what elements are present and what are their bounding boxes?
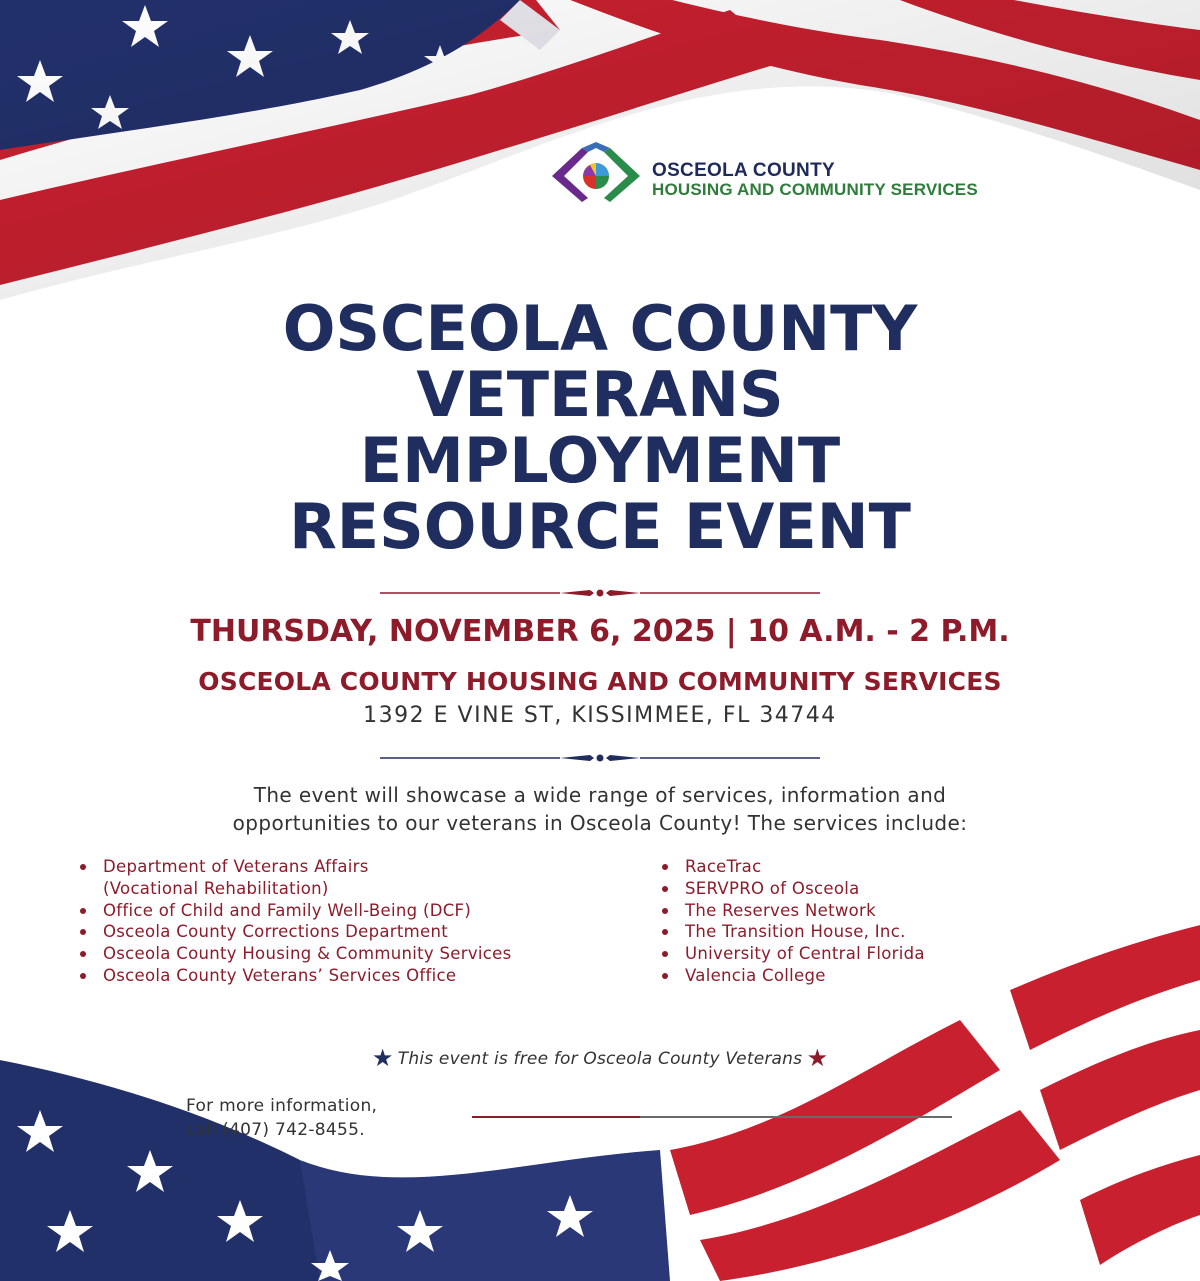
contact-info <box>186 1094 377 1142</box>
list-item <box>658 900 925 922</box>
contact-phone: call (407) 742-8455. <box>186 1120 365 1140</box>
intro-line-2: opportunities to our veterans in Osceola County! The services include: <box>232 811 968 835</box>
service-label: The Reserves Network <box>685 900 876 920</box>
list-item <box>76 965 512 987</box>
ornament-divider-top <box>380 586 820 600</box>
list-item <box>658 943 925 965</box>
service-label: Valencia College <box>685 965 826 985</box>
list-item <box>658 856 925 878</box>
signature-line <box>472 1116 952 1118</box>
list-item <box>658 878 925 900</box>
title-line-4: RESOURCE EVENT <box>289 490 911 563</box>
bullet-icon <box>662 929 668 935</box>
service-label: Department of Veterans Affairs <box>103 857 369 876</box>
service-label: The Transition House, Inc. <box>685 922 906 942</box>
event-date-time: THURSDAY, NOVEMBER 6, 2025 | 10 A.M. - 2 P.M. <box>190 614 1010 649</box>
list-item <box>76 900 512 922</box>
event-venue: OSCEOLA COUNTY HOUSING AND COMMUNITY SERVICES <box>198 667 1002 696</box>
bullet-icon <box>80 908 86 914</box>
service-label: Osceola County Corrections Department <box>103 922 448 942</box>
logo-department-name: HOUSING AND COMMUNITY SERVICES <box>652 180 978 199</box>
services-list-right <box>658 856 925 987</box>
intro-line-1: The event will showcase a wide range of services, information and <box>253 783 947 807</box>
bullet-icon <box>662 864 668 870</box>
title-line-2: VETERANS <box>416 358 784 431</box>
bullet-icon <box>80 929 86 935</box>
logo-org-name: OSCEOLA COUNTY <box>652 160 835 181</box>
bullet-icon <box>80 864 86 870</box>
bullet-icon <box>80 973 86 979</box>
title-line-1: OSCEOLA COUNTY <box>282 292 918 365</box>
bullet-icon <box>662 908 668 914</box>
contact-line-1: For more information, <box>186 1096 378 1116</box>
title-line-3: EMPLOYMENT <box>359 424 841 497</box>
list-item <box>76 856 512 900</box>
service-sublabel: (Vocational Rehabilitation) <box>103 878 329 898</box>
list-item <box>658 921 925 943</box>
housing-services-logo <box>548 142 1128 204</box>
service-label: SERVPRO of Osceola <box>685 878 860 898</box>
service-label: Osceola County Veterans’ Services Office <box>103 965 457 985</box>
service-label: Osceola County Housing & Community Services <box>103 944 512 964</box>
services-list-left <box>76 856 512 987</box>
bullet-icon <box>662 951 668 957</box>
star-icon: ★ <box>371 1045 394 1072</box>
bullet-icon <box>662 886 668 892</box>
eye-logo-icon <box>548 142 644 204</box>
bullet-icon <box>662 973 668 979</box>
service-label: Office of Child and Family Well-Being (DCF) <box>103 900 472 920</box>
bullet-icon <box>80 951 86 957</box>
service-label: University of Central Florida <box>685 944 925 964</box>
list-item <box>76 921 512 943</box>
event-address: 1392 E VINE ST, KISSIMMEE, FL 34744 <box>363 703 837 728</box>
service-label: RaceTrac <box>685 857 762 876</box>
list-item <box>76 943 512 965</box>
list-item <box>658 965 925 987</box>
free-event-note <box>290 1044 910 1073</box>
star-icon: ★ <box>806 1045 829 1072</box>
ornament-divider-bottom <box>380 751 820 765</box>
free-event-text: This event is free for Osceola County Veterans <box>397 1049 803 1069</box>
